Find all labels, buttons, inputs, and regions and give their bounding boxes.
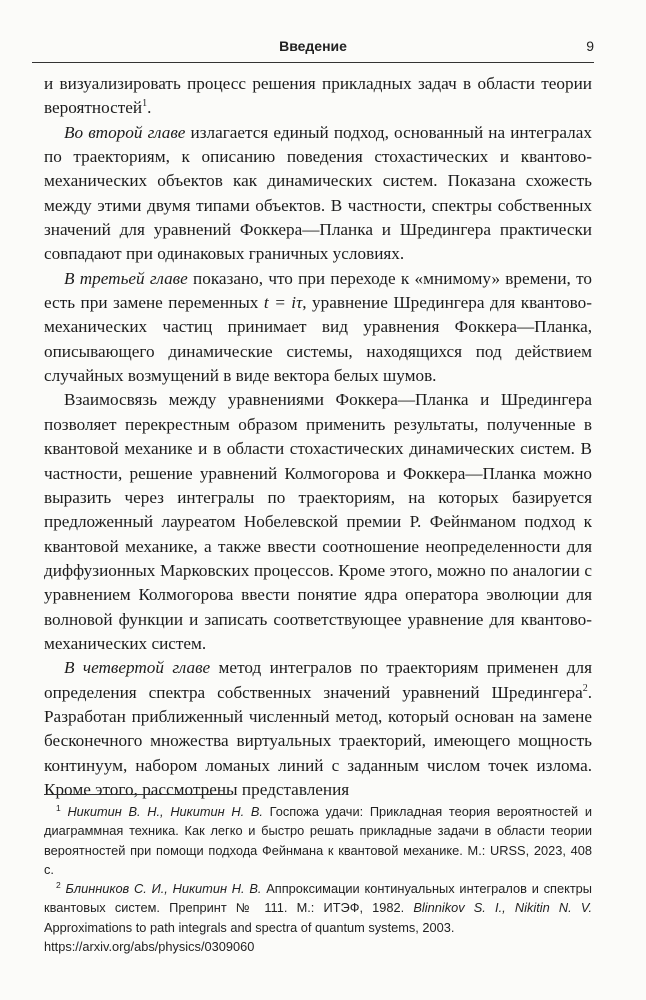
footnote-2-marker: 2 [56,880,61,891]
footnote-1 [44,802,592,879]
footnote-divider [44,794,230,795]
footnote-ref-2: 2 [582,682,588,694]
paragraph-5-text-b: . Разработан приближенный численный метод, который основан на замене бесконечного множества виртуальных траекторий, имеющего мощность континуум, набором ломаных линий с заданным числом точек излома. Кроме этого, рассмотрены представления [44,682,592,799]
paragraph-3-text-b: , уравнение Шредингера для квантово-механических частиц принимает вид уравнения Фоккера—Планка, описывающего динамические системы, находящихся под действием случайных возмущений в виде вектора белых шумов. [44,293,592,386]
formula-imaginary-time: t = iτ [263,293,303,313]
paragraph-2 [44,121,592,267]
footnote-1-authors: Никитин В. Н., Никитин Н. В. [67,804,263,819]
chapter-3-ref: В третьей главе [64,268,188,288]
running-header-title: Введение [279,38,347,54]
footnote-1-text: Госпожа удачи: Прикладная теория вероятностей и диаграммная техника. Как легко и быстро решать прикладные задачи в области теории вероятностей при помощи подхода Фейнмана к квантовой механике. М.: URSS, 2023, 408 с. [44,804,592,877]
header-divider [32,62,594,63]
footnotes [44,802,592,956]
page-number: 9 [586,38,594,54]
paragraph-5 [44,656,592,802]
footnote-1-marker: 1 [56,803,61,813]
footnote-2-authors-en: Blinnikov S. I., Nikitin N. V. [413,900,593,916]
main-text [44,72,592,802]
footnote-2-url[interactable]: https://arxiv.org/abs/physics/0309060 [44,939,255,955]
running-header [32,38,594,60]
paragraph-5-text-a: метод интегралов по траекториям применен для определения спектра собственных значений уравнений Шредингера [44,658,592,702]
footnote-2 [44,879,592,956]
footnote-2-authors: Блинников С. И., Никитин Н. В. [65,881,262,897]
paragraph-3-text-a: показано, что при переходе к «мнимому» времени, то есть при замене переменных [44,268,592,313]
footnote-ref-1: 1 [142,98,148,110]
chapter-2-ref: Во второй главе [64,122,186,142]
paragraph-4 [44,388,592,656]
paragraph-3 [44,267,592,389]
footnote-2-text-en: Approximations to path integrals and spectra of quantum systems, 2003. [44,919,455,935]
paragraph-1-text: и визуализировать процесс решения прикладных задач в области теории вероятностей [44,74,592,118]
footnote-2-text: Аппроксимации континуальных интегралов и спектры квантовых систем. Препринт № 111. М.: ИТЭФ, 1982. [44,881,592,916]
chapter-4-ref: В четвертой главе [64,658,211,678]
paragraph-1-end: . [147,98,152,118]
paragraph-1 [44,72,592,121]
paragraph-4-text: Взаимосвязь между уравнениями Фоккера—Планка и Шредингера позволяет перекрестным образом применить результаты, полученные в квантовой механике и в области стохастических динамических систем. В частности, решение уравнений Колмогорова и Фоккера—Планка можно выразить через интегралы по траекториям, на которых базируется предложенный лауреатом Нобелевской премии Р. Фейнманом подход к квантовой механике, а также ввести соотношение неопределенности для диффузионных Марковских процессов. Кроме этого, можно по аналогии с уравнением Колмогорова ввести понятие ядра оператора эволюции для волновой функции и записать соответствующее уравнение для квантово-механических систем. [44,390,592,653]
paragraph-2-text: излагается единый подход, основанный на интегралах по траекториям, к описанию поведения стохастических и квантово-механических объектов как динамических систем. Показана схожесть между этими двумя типами объектов. В частности, спектры собственных значений для уравнений Фоккера—Планка и Шредингера практически совпадают при одинаковых граничных условиях. [44,122,592,264]
